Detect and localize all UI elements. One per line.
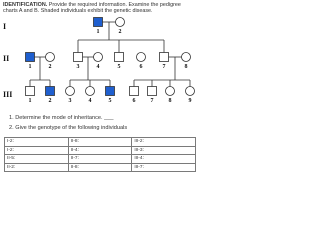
female-symbol: [166, 87, 175, 96]
individual-number: 2: [48, 64, 52, 70]
genotype-answer-cell[interactable]: I-2:: [5, 146, 69, 155]
individual-number: 7: [162, 64, 166, 70]
individual-number: 6: [139, 64, 143, 70]
answer-row: [5, 146, 196, 155]
affected-male-symbol: [94, 18, 103, 27]
individual-number: 1: [28, 98, 32, 104]
female-symbol: [186, 87, 195, 96]
worksheet: [0, 0, 200, 171]
question-1: 1. Determine the mode of inheritance. ___: [9, 115, 114, 121]
affected-male-symbol: [106, 87, 115, 96]
female-symbol: [46, 53, 55, 62]
genotype-answer-cell[interactable]: II-5:: [5, 155, 69, 164]
affected-male-symbol: [46, 87, 55, 96]
answer-row: [5, 138, 196, 147]
male-symbol: [160, 53, 169, 62]
generation-label-I: I: [3, 22, 7, 31]
individual-number: 5: [117, 64, 121, 70]
female-symbol: [86, 87, 95, 96]
genotype-answer-cell[interactable]: II-8:: [68, 163, 132, 172]
female-symbol: [182, 53, 191, 62]
individual-number: 4: [88, 98, 92, 104]
individual-number: 2: [48, 98, 52, 104]
male-symbol: [26, 87, 35, 96]
male-symbol: [130, 87, 139, 96]
female-symbol: [137, 53, 146, 62]
answer-row: [5, 155, 196, 164]
individual-number: 8: [168, 98, 172, 104]
genotype-answer-cell[interactable]: III-4:: [132, 155, 196, 164]
individual-number: 4: [96, 64, 100, 70]
generation-label-II: II: [3, 54, 10, 63]
genotype-answer-cell[interactable]: III-7:: [132, 163, 196, 172]
individual-number: 8: [184, 64, 188, 70]
instructions-text: Provide the required information. Examine the pedigree charts A and B. Shaded individuals exhibit the genetic disease.: [3, 2, 181, 15]
individual-number: 7: [150, 98, 154, 104]
question-2: 2. Give the genotype of the following individuals: [9, 125, 128, 131]
female-symbol: [94, 53, 103, 62]
answer-row: [5, 163, 196, 172]
generation-label-III: III: [3, 90, 13, 99]
genotype-answer-cell[interactable]: III-3:: [132, 146, 196, 155]
genotype-answer-table: [4, 137, 196, 172]
male-symbol: [115, 53, 124, 62]
female-symbol: [66, 87, 75, 96]
individual-number: 2: [118, 29, 122, 35]
genotype-answer-cell[interactable]: II-2:: [5, 163, 69, 172]
female-symbol: [116, 18, 125, 27]
individual-number: 9: [188, 98, 192, 104]
individual-number: 3: [76, 64, 80, 70]
instructions-heading: IDENTIFICATION.: [3, 2, 48, 8]
individual-number: 6: [132, 98, 136, 104]
affected-male-symbol: [26, 53, 35, 62]
individual-number: 1: [28, 64, 32, 70]
genotype-answer-cell[interactable]: I-2:: [5, 138, 69, 147]
genotype-answer-cell[interactable]: III-2:: [132, 138, 196, 147]
individual-number: 1: [96, 29, 100, 35]
male-symbol: [74, 53, 83, 62]
individual-number: 3: [68, 98, 72, 104]
individual-number: 5: [108, 98, 112, 104]
genotype-answer-cell[interactable]: II-8:: [68, 138, 132, 147]
male-symbol: [148, 87, 157, 96]
genotype-answer-cell[interactable]: II-7:: [68, 155, 132, 164]
genotype-answer-cell[interactable]: II-4:: [68, 146, 132, 155]
